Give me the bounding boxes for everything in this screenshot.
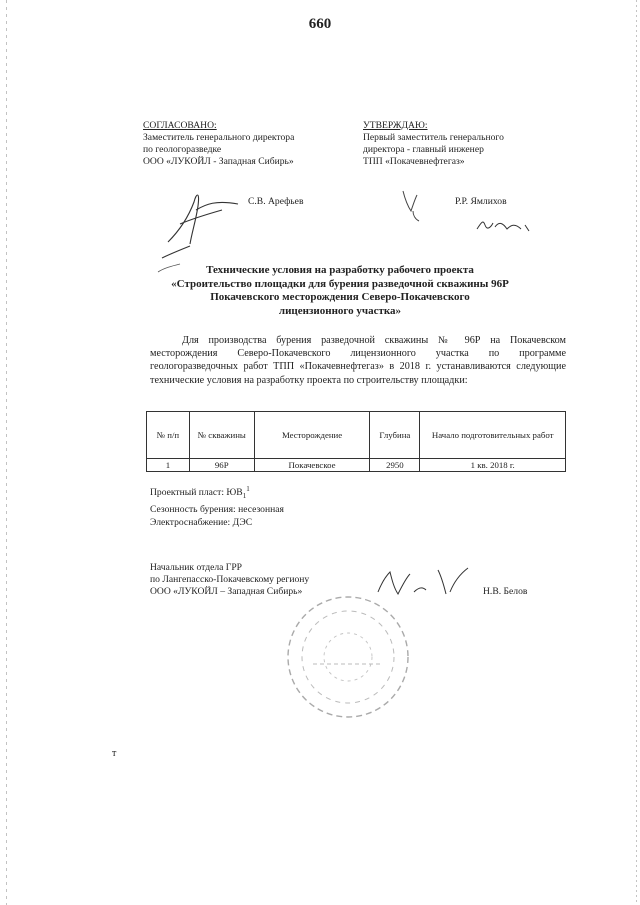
table-cell: 2950 [370, 459, 420, 472]
approval-right-signatory: Р.Р. Ямлихов [455, 196, 507, 207]
approval-left-signatory: С.В. Арефьев [248, 196, 304, 207]
approval-right [363, 120, 504, 168]
title-line: Технические условия на разработку рабочего проекта [206, 264, 474, 276]
page-number: 660 [308, 16, 332, 32]
power-supply: Электроснабжение: ДЭС [150, 517, 253, 529]
title-line: Покачевского месторождения Северо-Покачевского [210, 291, 470, 303]
approval-right-heading: УТВЕРЖДАЮ: [363, 120, 428, 131]
table-cell: 1 [147, 459, 190, 472]
approval-right-line: Первый заместитель генерального [363, 132, 504, 143]
target-formation [150, 483, 284, 503]
approval-right-line: ТПП «Покачевнефтегаз» [363, 156, 465, 167]
approval-right-line: директора - главный инженер [363, 144, 484, 155]
footer-signer-line: Начальник отдела ГРР [150, 562, 242, 573]
footer-signer-name: Н.В. Белов [483, 586, 528, 597]
table-header-cell: Начало подготовительных работ [420, 412, 566, 459]
table-row [147, 459, 566, 472]
approval-left [143, 120, 294, 168]
table-cell: Покачевское [254, 459, 370, 472]
table-header-row [147, 412, 566, 459]
scan-edge-left [6, 0, 7, 905]
round-stamp [283, 592, 413, 722]
table-header-cell: № п/п [147, 412, 190, 459]
footer-signer-line: по Лангепасско-Покачевскому региону [150, 574, 310, 585]
target-formation-text: Проектный пласт: ЮВ [150, 487, 243, 499]
signature-right [395, 185, 545, 245]
table-header-cell: Глубина [370, 412, 420, 459]
approval-left-line: по геологоразведке [143, 144, 222, 155]
wells-table [146, 411, 566, 472]
table-header-cell: № скважины [189, 412, 254, 459]
body-paragraph [150, 334, 566, 387]
title-line: лицензионного участка» [278, 304, 402, 317]
approval-left-line: Заместитель генерального директора [143, 132, 295, 143]
approval-left-heading: СОГЛАСОВАНО: [143, 120, 217, 131]
scan-edge-right [636, 0, 637, 905]
footer-signer-line: ООО «ЛУКОЙЛ – Западная Сибирь» [150, 586, 303, 597]
target-formation-subscript: 1 [242, 492, 247, 501]
body-paragraph-text: Для производства бурения разведочной скважины № 96Р на Покачевском месторождения Северо-Покачевского лицензионного участка по программе геологоразведочных работ ТПП «Покачевнефтегаз» в 2018 г. устанавливаются следующие технические условия на разработку проекта по строительству площадки: [150, 335, 566, 386]
table-cell: 96Р [189, 459, 254, 472]
document-title [140, 264, 540, 318]
target-formation-superscript: 1 [246, 485, 250, 493]
well-parameters [150, 483, 284, 529]
drilling-seasonality: Сезонность бурения: несезонная [150, 504, 284, 516]
title-line: «Строительство площадки для бурения разведочной скважины 96Р [171, 277, 509, 290]
approval-left-line: ООО «ЛУКОЙЛ - Западная Сибирь» [143, 156, 294, 167]
margin-mark: т [112, 748, 117, 759]
table-cell: 1 кв. 2018 г. [420, 459, 566, 472]
table-header-cell: Месторождение [254, 412, 370, 459]
